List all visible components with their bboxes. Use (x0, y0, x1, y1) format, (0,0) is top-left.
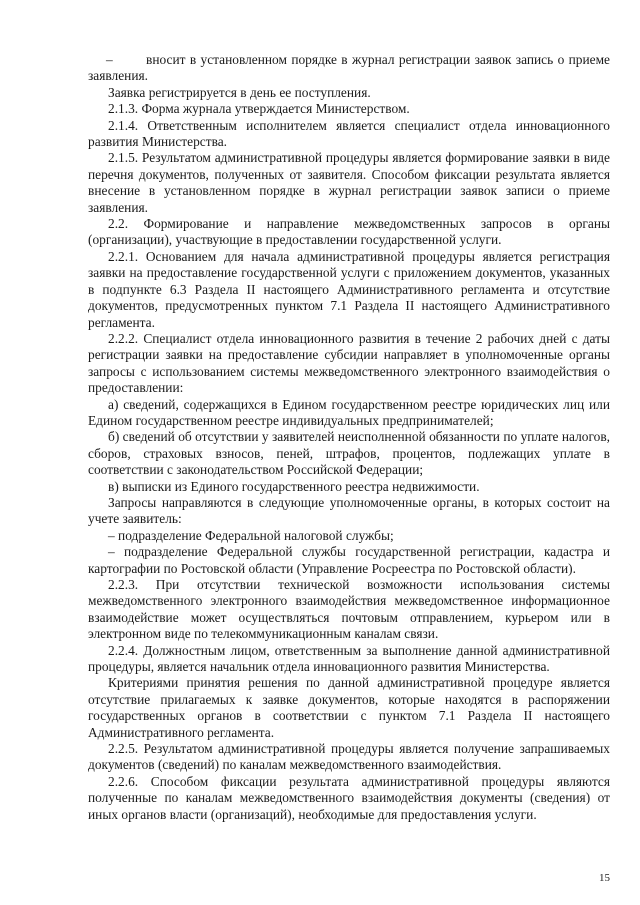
paragraph: Запросы направляются в следующие уполномоченные органы, в которых состоит на учете заявитель: (88, 494, 610, 527)
list-dash: – (106, 52, 113, 67)
paragraph: 2.2.2. Специалист отдела инновационного развития в течение 2 рабочих дней с даты регистрации заявки на предоставление субсидии направляет в уполномоченные органы запросы с использованием системы межведомственного электронного взаимодействия о предоставлении: (88, 330, 610, 396)
paragraph: 2.2. Формирование и направление межведомственных запросов в органы (организации), участвующие в предоставлении государственной услуги. (88, 216, 610, 248)
paragraph-first (88, 52, 610, 85)
paragraph: 2.2.5. Результатом административной процедуры является получение запрашиваемых документов (сведений) по каналам межведомственного взаимодействия. (88, 741, 610, 773)
paragraph: 2.2.4. Должностным лицом, ответственным за выполнение данной административной процедуры, является начальник отдела инновационного развития Министерства. (88, 642, 610, 675)
paragraph: Заявка регистрируется в день ее поступления. (108, 84, 371, 100)
paragraph-first-text: вносит в установленном порядке в журнал регистрации заявок запись о приеме заявления. (88, 52, 610, 84)
paragraph: а) сведений, содержащихся в Едином государственном реестре юридических лиц или Едином государственном реестре индивидуальных предпринимателей; (88, 396, 610, 428)
paragraph: 2.2.3. При отсутствии технической возможности использования системы межведомственного электронного взаимодействия межведомственное информационное взаимодействие может осуществляться почтовым отправлением, курьером или в электронном виде по телекоммуникационным каналам связи. (88, 577, 610, 642)
list-item: – подразделение Федеральной службы государственной регистрации, кадастра и картографии по Ростовской области (Управление Росреестра по Ростовской области). (88, 544, 610, 576)
paragraph: 2.1.3. Форма журнала утверждается Министерством. (108, 101, 410, 117)
paragraph: Критериями принятия решения по данной административной процедуре является отсутствие прилагаемых к заявке документов, которые находятся в распоряжении государственных органов в соответствии с пунктом 7.1 Раздела II настоящего Административного регламента. (88, 675, 610, 740)
paragraph: 2.2.1. Основанием для начала административной процедуры является регистрация заявки на предоставление государственной услуги с приложением документов, указанных в подпункте 6.3 Раздела II настоящего Административного регламента и отсутствие документов, предусмотренных пунктом 7.1 Раздела II настоящего Административного регламента. (88, 248, 610, 330)
paragraph: 2.1.5. Результатом административной процедуры является формирование заявки в виде перечня документов, полученных от заявителя. Способом фиксации результата является внесение в установленном порядке в журнал регистрации заявок записи о приеме заявления. (88, 150, 610, 215)
paragraph: 2.2.6. Способом фиксации результата административной процедуры являются полученные по каналам межведомственного взаимодействия документы (сведения) от иных органов власти (организаций), необходимые для предоставления услуги. (88, 773, 610, 822)
paragraph: в) выписки из Единого государственного реестра недвижимости. (108, 478, 480, 494)
paragraph: 2.1.4. Ответственным исполнителем является специалист отдела инновационного развития Министерства. (88, 117, 610, 150)
list-item: – подразделение Федеральной налоговой службы; (108, 527, 394, 543)
document-page (88, 52, 610, 823)
page-number: 15 (599, 872, 610, 884)
paragraph: б) сведений об отсутствии у заявителей неисполненной обязанности по уплате налогов, сборов, страховых взносов, пеней, штрафов, процентов, подлежащих уплате в соответствии с законодательством Российской Федерации; (88, 429, 610, 478)
